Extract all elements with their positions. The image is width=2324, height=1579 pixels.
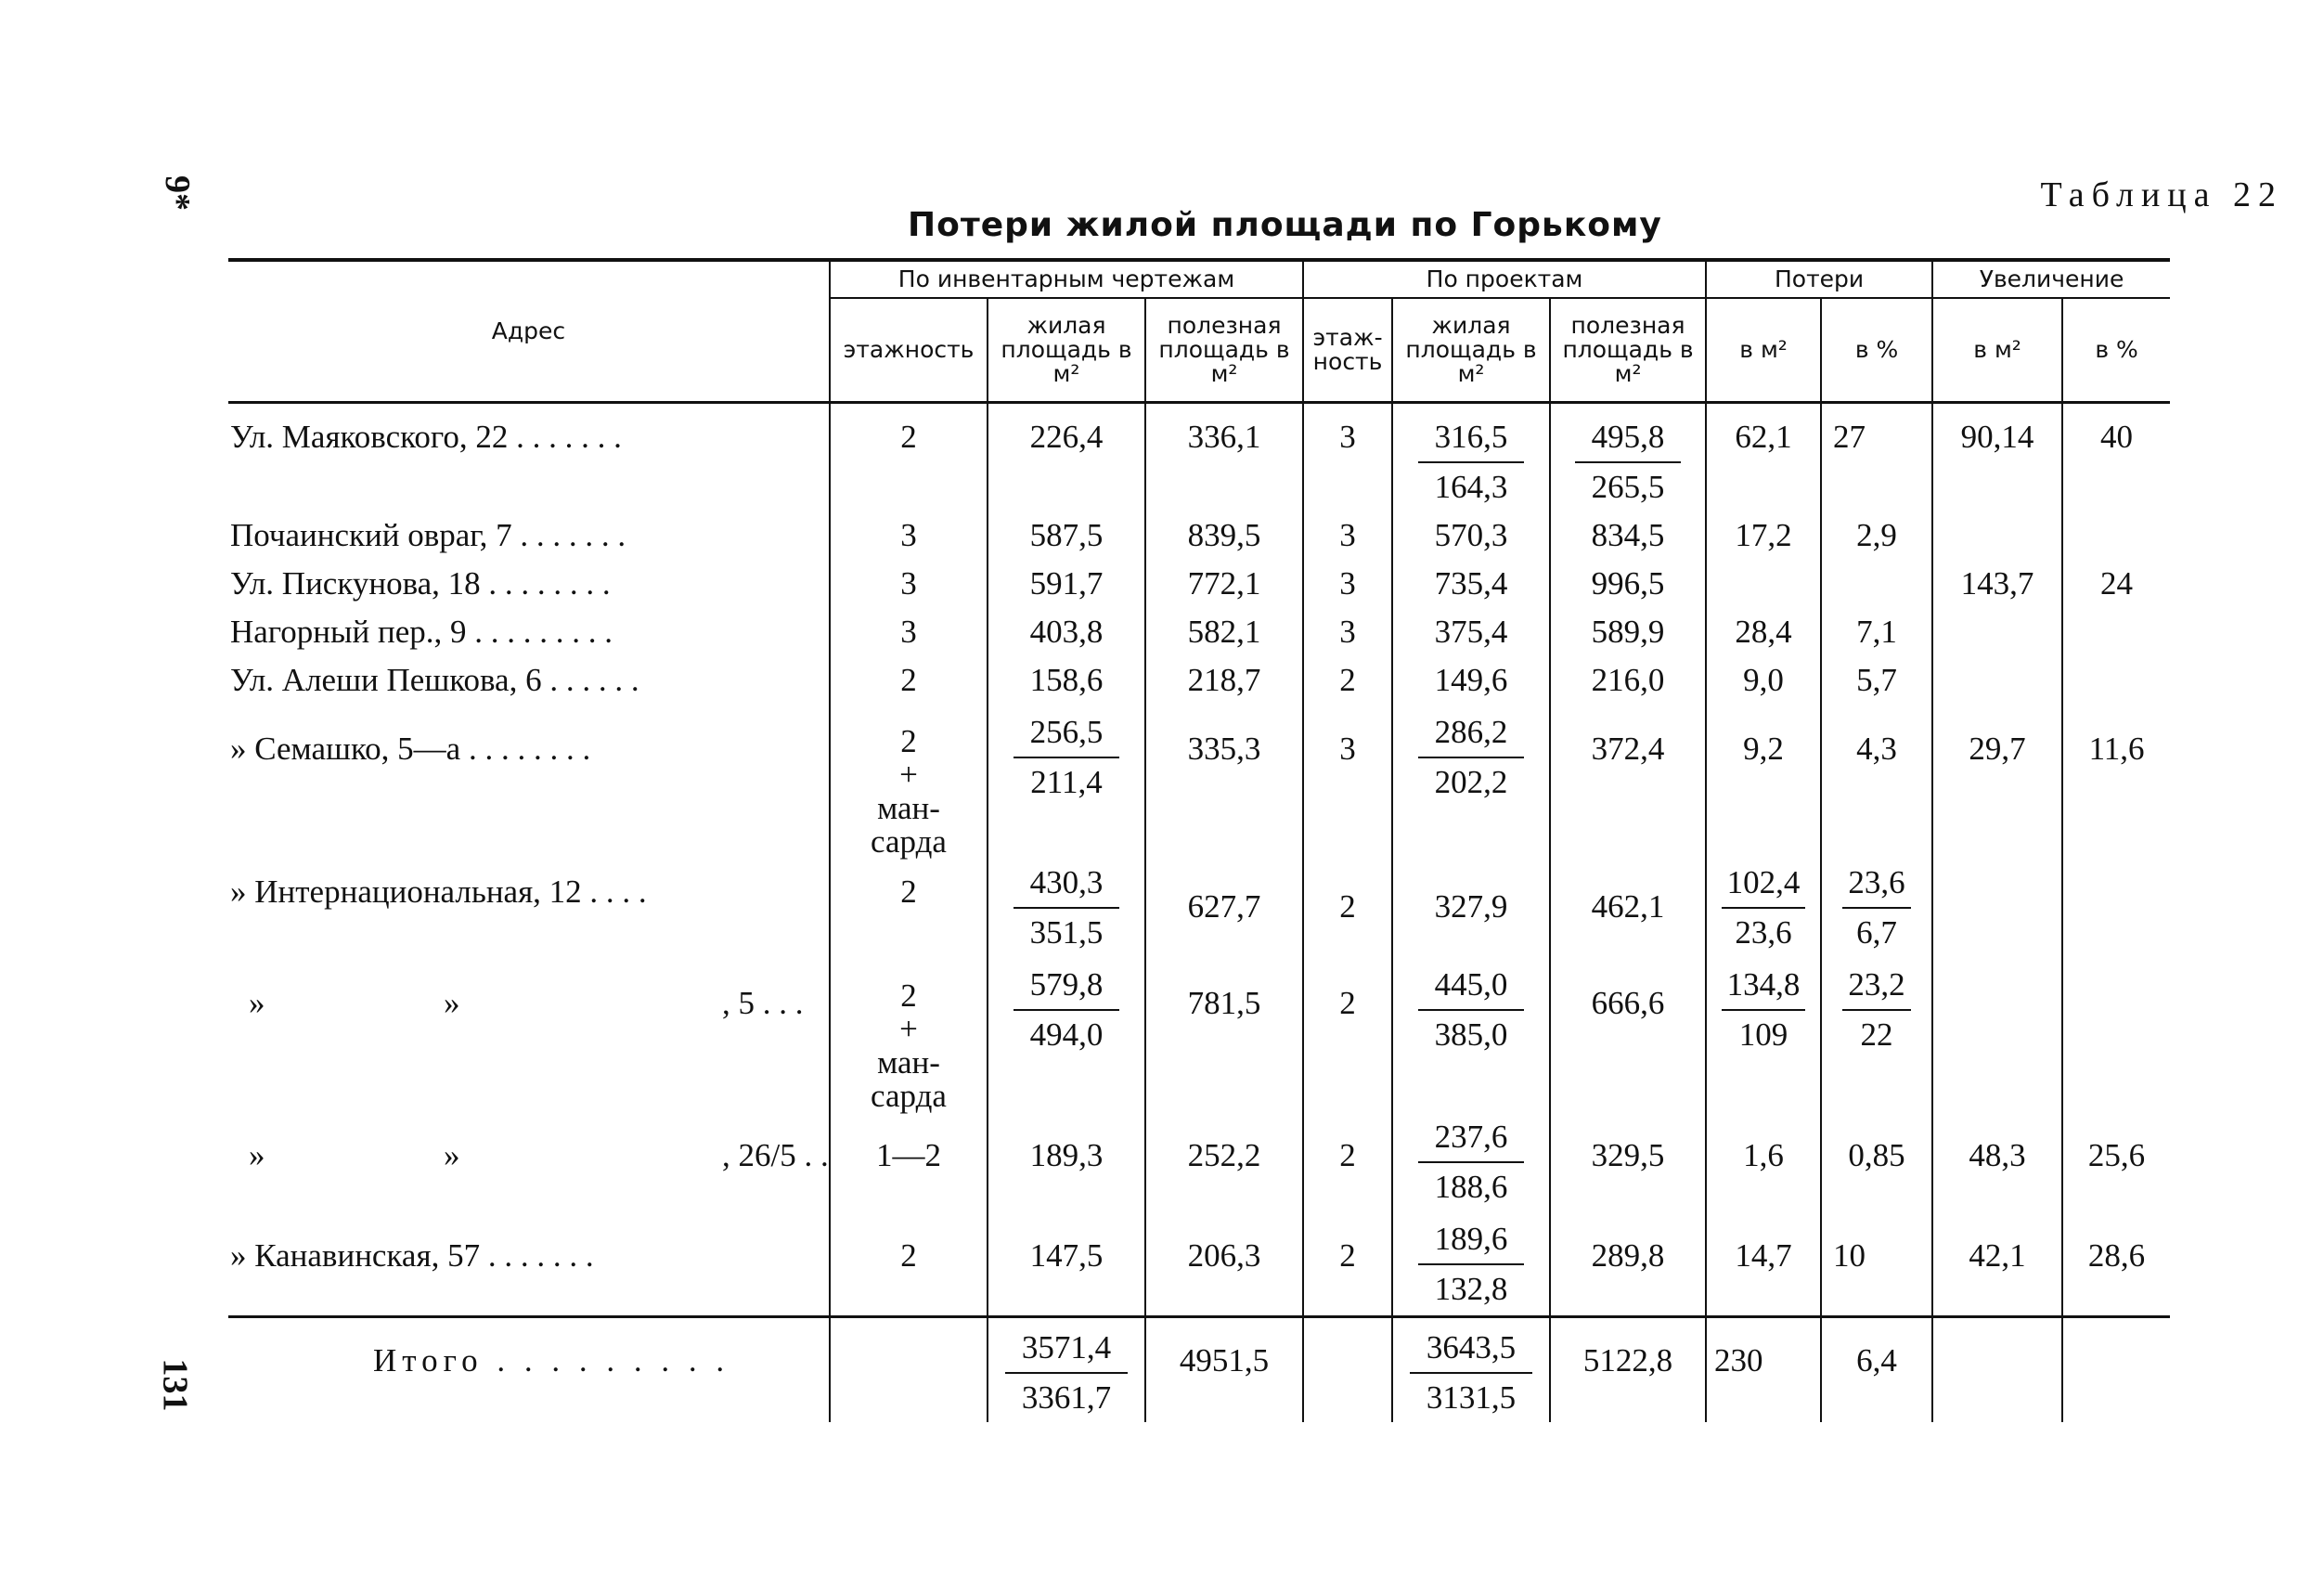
denominator: 23,6 (1735, 913, 1792, 951)
inv-living-fraction (1014, 708, 1120, 807)
proj-useful-cell: 834,5 (1550, 511, 1706, 560)
numerator: 23,2 (1842, 961, 1910, 1011)
proj-useful-fraction (1575, 413, 1682, 511)
proj-living-cell: 735,4 (1392, 560, 1550, 608)
header-projects-group: По проектам (1303, 260, 1706, 298)
proj-living-cell: 149,6 (1392, 656, 1550, 705)
floors-line: 2 (900, 977, 917, 1014)
header-inv-living: жилая площадь в м² (988, 298, 1145, 402)
inc-m2-cell (1932, 511, 2062, 560)
numerator: 430,3 (1014, 859, 1120, 909)
denominator: 351,5 (1029, 913, 1104, 951)
loss-m2-cell: 17,2 (1706, 511, 1821, 560)
ditto-mark: » (249, 984, 265, 1021)
loss-m2-cell: 9,2 (1706, 705, 1821, 859)
inv-floors-cell (830, 961, 988, 1113)
floors-line: ман- (877, 1043, 940, 1081)
proj-floors-cell: 3 (1303, 608, 1392, 656)
denominator: 3131,5 (1426, 1379, 1517, 1416)
inc-pct-cell: 25,6 (2062, 1113, 2170, 1215)
total-label: Итого . . . . . . . . . (228, 1317, 830, 1423)
page-side-marker: 9* (158, 175, 197, 211)
inc-m2-cell: 48,3 (1932, 1113, 2062, 1215)
header-inv-useful: полезная площадь в м² (1145, 298, 1303, 402)
denominator: 494,0 (1029, 1016, 1104, 1053)
header-losses-group: Потери (1706, 260, 1932, 298)
address-cell: » Интернациональная, 12 . . . . (230, 873, 647, 910)
table-row (228, 608, 2170, 656)
inc-m2-cell (1932, 859, 2062, 961)
inc-m2-cell: 143,7 (1932, 560, 2062, 608)
inv-living-fraction (1014, 961, 1120, 1059)
proj-useful-cell: 996,5 (1550, 560, 1706, 608)
header-address: Адрес (228, 260, 830, 402)
numerator: 134,8 (1722, 961, 1806, 1011)
floors-line: + (899, 756, 918, 793)
address-cell: Ул. Алеши Пешкова, 6 . . . . . . (230, 661, 639, 698)
numerator: 102,4 (1722, 859, 1806, 909)
inv-useful-cell: 252,2 (1145, 1113, 1303, 1215)
inc-m2-cell: 42,1 (1932, 1215, 2062, 1317)
floors-line: 2 (900, 722, 917, 759)
proj-living-fraction (1418, 1215, 1525, 1314)
header-inc-pct: в % (2062, 298, 2170, 402)
inv-living-cell: 587,5 (988, 511, 1145, 560)
loss-m2-fraction (1722, 961, 1806, 1059)
denominator: 3361,7 (1021, 1379, 1112, 1416)
total-inv-living-fraction (1005, 1324, 1128, 1422)
address-cell: Ул. Пискунова, 18 . . . . . . . . (230, 564, 611, 602)
inv-useful-cell: 336,1 (1145, 402, 1303, 511)
proj-floors-cell: 2 (1303, 961, 1392, 1113)
loss-pct-cell: 0,85 (1821, 1113, 1932, 1215)
table-number: Таблица 22 (2040, 175, 2283, 214)
loss-m2-cell: 62,1 (1706, 402, 1821, 511)
address-cell: Почаинский овраг, 7 . . . . . . . (230, 516, 626, 553)
inc-pct-cell: 28,6 (2062, 1215, 2170, 1317)
header-proj-floors: этаж-ность (1303, 298, 1392, 402)
proj-living-fraction (1418, 1113, 1525, 1211)
address-suffix: , 26/5 . . (722, 1136, 829, 1173)
inc-pct-cell (2062, 608, 2170, 656)
inc-m2-cell: 90,14 (1932, 402, 2062, 511)
inv-useful-cell: 839,5 (1145, 511, 1303, 560)
denominator: 265,5 (1591, 468, 1665, 505)
proj-useful-cell: 289,8 (1550, 1215, 1706, 1317)
inv-floors-cell: 2 (830, 1215, 988, 1317)
inc-pct-cell: 40 (2062, 402, 2170, 511)
header-inv-floors: этажность (830, 298, 988, 402)
inv-living-cell: 226,4 (988, 402, 1145, 511)
address-cell (228, 961, 830, 1113)
inc-pct-cell: 24 (2062, 560, 2170, 608)
loss-pct-cell: 27 (1821, 402, 1932, 511)
address-suffix: , 5 . . . (722, 984, 804, 1021)
header-inc-m2: в м² (1932, 298, 2062, 402)
inc-m2-cell (1932, 608, 2062, 656)
header-loss-pct: в % (1821, 298, 1932, 402)
numerator: 286,2 (1418, 708, 1525, 758)
inv-useful-cell: 335,3 (1145, 705, 1303, 859)
loss-m2-cell: 1,6 (1706, 1113, 1821, 1215)
total-loss-pct: 6,4 (1821, 1317, 1932, 1423)
table-row (228, 511, 2170, 560)
inv-living-cell: 403,8 (988, 608, 1145, 656)
table-row (228, 1215, 2170, 1317)
address-cell: » Семашко, 5—а . . . . . . . . (230, 730, 591, 767)
total-inv-useful: 4951,5 (1145, 1317, 1303, 1423)
loss-m2-cell: 14,7 (1706, 1215, 1821, 1317)
proj-floors-cell: 2 (1303, 656, 1392, 705)
proj-floors-cell: 3 (1303, 560, 1392, 608)
address-cell: Нагорный пер., 9 . . . . . . . . . (230, 613, 613, 650)
table-row (228, 656, 2170, 705)
header-inventory-group: По инвентарным чертежам (830, 260, 1303, 298)
proj-useful-cell: 589,9 (1550, 608, 1706, 656)
inv-floors-cell: 1—2 (830, 1113, 988, 1215)
inc-pct-cell: 11,6 (2062, 705, 2170, 859)
inv-floors-cell (830, 705, 988, 859)
inv-floors-cell: 3 (830, 511, 988, 560)
inv-useful-cell: 772,1 (1145, 560, 1303, 608)
loss-m2-cell (1706, 560, 1821, 608)
table-title: Потери жилой площади по Горькому (908, 206, 1662, 244)
numerator: 23,6 (1842, 859, 1910, 909)
denominator: 6,7 (1856, 913, 1897, 951)
inc-pct-cell (2062, 511, 2170, 560)
table-row (228, 961, 2170, 1113)
numerator: 495,8 (1575, 413, 1682, 463)
ditto-mark: » (444, 984, 460, 1021)
proj-living-fraction (1418, 413, 1525, 511)
proj-useful-cell: 329,5 (1550, 1113, 1706, 1215)
table-row (228, 859, 2170, 961)
inv-floors-cell: 2 (830, 656, 988, 705)
inv-living-fraction (1014, 859, 1120, 957)
proj-living-cell: 327,9 (1392, 859, 1550, 961)
numerator: 256,5 (1014, 708, 1120, 758)
proj-useful-cell: 666,6 (1550, 961, 1706, 1113)
address-cell (228, 1113, 830, 1215)
denominator: 202,2 (1434, 763, 1508, 800)
proj-living-cell: 570,3 (1392, 511, 1550, 560)
total-loss-m2: 230 (1706, 1317, 1821, 1423)
table-row (228, 560, 2170, 608)
numerator: 579,8 (1014, 961, 1120, 1011)
denominator: 211,4 (1030, 763, 1103, 800)
denominator: 109 (1738, 1016, 1788, 1053)
floors-line: + (899, 1010, 918, 1047)
loss-pct-cell: 7,1 (1821, 608, 1932, 656)
denominator: 188,6 (1434, 1168, 1508, 1205)
inv-floors-cell: 2 (830, 402, 988, 511)
inc-m2-cell: 29,7 (1932, 705, 2062, 859)
table-row (228, 1113, 2170, 1215)
loss-m2-fraction (1722, 859, 1806, 957)
inv-useful-cell: 627,7 (1145, 859, 1303, 961)
proj-floors-cell: 3 (1303, 511, 1392, 560)
header-proj-useful: полезная площадь в м² (1550, 298, 1706, 402)
table-row (228, 705, 2170, 859)
ditto-mark: » (444, 1136, 460, 1173)
inv-useful-cell: 218,7 (1145, 656, 1303, 705)
loss-pct-cell: 5,7 (1821, 656, 1932, 705)
floors-line: сарда (871, 1077, 947, 1114)
proj-floors-cell: 2 (1303, 1215, 1392, 1317)
denominator: 385,0 (1434, 1016, 1508, 1053)
loss-pct-cell (1821, 560, 1932, 608)
numerator: 237,6 (1418, 1113, 1525, 1163)
header-proj-living: жилая площадь в м² (1392, 298, 1550, 402)
loss-pct-fraction (1842, 961, 1910, 1059)
inc-pct-cell (2062, 859, 2170, 961)
inv-useful-cell: 781,5 (1145, 961, 1303, 1113)
inc-m2-cell (1932, 656, 2062, 705)
denominator: 164,3 (1434, 468, 1508, 505)
loss-m2-cell: 28,4 (1706, 608, 1821, 656)
inv-floors-cell: 3 (830, 560, 988, 608)
header-increase-group: Увеличение (1932, 260, 2170, 298)
loss-pct-cell: 4,3 (1821, 705, 1932, 859)
denominator: 132,8 (1434, 1270, 1508, 1307)
numerator: 3571,4 (1005, 1324, 1128, 1374)
floors-line: сарда (871, 822, 947, 860)
proj-useful-cell: 372,4 (1550, 705, 1706, 859)
inc-pct-cell (2062, 961, 2170, 1113)
proj-living-fraction (1418, 708, 1525, 807)
numerator: 316,5 (1418, 413, 1525, 463)
inv-useful-cell: 206,3 (1145, 1215, 1303, 1317)
address-cell: » Канавинская, 57 . . . . . . . (230, 1236, 594, 1274)
losses-table (228, 258, 2170, 1422)
proj-useful-cell: 462,1 (1550, 859, 1706, 961)
proj-living-fraction (1418, 961, 1525, 1059)
table-row (228, 402, 2170, 511)
inc-m2-cell (1932, 961, 2062, 1113)
inv-living-cell: 147,5 (988, 1215, 1145, 1317)
inv-floors-cell: 3 (830, 608, 988, 656)
numerator: 445,0 (1418, 961, 1525, 1011)
inv-floors-cell: 2 (830, 859, 988, 961)
denominator: 22 (1860, 1016, 1893, 1053)
proj-living-cell: 375,4 (1392, 608, 1550, 656)
total-proj-useful: 5122,8 (1550, 1317, 1706, 1423)
proj-floors-cell: 2 (1303, 859, 1392, 961)
numerator: 189,6 (1418, 1215, 1525, 1265)
proj-useful-cell: 216,0 (1550, 656, 1706, 705)
proj-floors-cell: 3 (1303, 705, 1392, 859)
address-cell: Ул. Маяковского, 22 . . . . . . . (230, 418, 622, 455)
ditto-mark: » (249, 1136, 265, 1173)
inc-pct-cell (2062, 656, 2170, 705)
inv-living-cell: 158,6 (988, 656, 1145, 705)
total-row (228, 1317, 2170, 1423)
header-loss-m2: в м² (1706, 298, 1821, 402)
page-number: 131 (155, 1358, 195, 1412)
loss-pct-cell: 2,9 (1821, 511, 1932, 560)
proj-floors-cell: 3 (1303, 402, 1392, 511)
inv-living-cell: 189,3 (988, 1113, 1145, 1215)
loss-m2-cell: 9,0 (1706, 656, 1821, 705)
floors-line: ман- (877, 789, 940, 826)
numerator: 3643,5 (1410, 1324, 1532, 1374)
inv-living-cell: 591,7 (988, 560, 1145, 608)
proj-floors-cell: 2 (1303, 1113, 1392, 1215)
total-proj-living-fraction (1410, 1324, 1532, 1422)
loss-pct-fraction (1842, 859, 1910, 957)
loss-pct-cell: 10 (1821, 1215, 1932, 1317)
inv-useful-cell: 582,1 (1145, 608, 1303, 656)
